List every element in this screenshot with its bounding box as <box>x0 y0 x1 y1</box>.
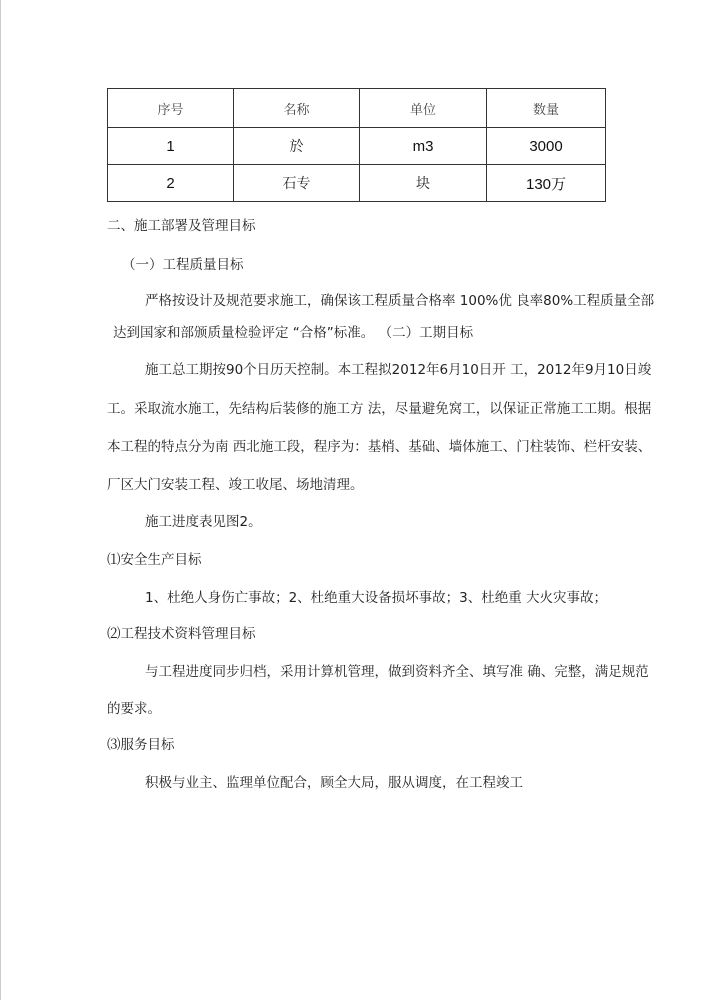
table-cell: 1 <box>108 128 234 165</box>
table-cell: 2 <box>108 165 234 202</box>
paragraph-line: 施工进度表见图2。 <box>145 514 262 530</box>
subsection-heading: （一）工程质量目标 <box>122 257 244 273</box>
paragraph-line: 积极与业主、监理单位配合，顾全大局，服从调度，在工程竣工 <box>145 775 523 791</box>
table-cell: 3000 <box>487 128 606 165</box>
header-cell: 名称 <box>234 89 360 128</box>
header-cell: 单位 <box>360 89 487 128</box>
paragraph-line: 厂区大门安装工程、竣工收尾、场地清理。 <box>107 477 364 493</box>
paragraph-line: 严格按设计及规范要求施工，确保该工程质量合格率 100%优 良率80%工程质量全部 <box>145 293 655 309</box>
paragraph-line: 的要求。 <box>107 701 161 717</box>
paragraph-line: 与工程进度同步归档，采用计算机管理，做到资料齐全、填写准 确、完整，满足规范 <box>145 664 649 680</box>
table-cell: 130万 <box>487 165 606 202</box>
subsection-heading: ⑶服务目标 <box>107 737 175 753</box>
subsection-heading: ⑵工程技术资料管理目标 <box>107 626 256 642</box>
subsection-heading: ⑴安全生产目标 <box>107 552 202 568</box>
materials-table <box>107 88 606 202</box>
section-heading: 二、施工部署及管理目标 <box>107 218 256 234</box>
paragraph-line: 本工程的特点分为南 西北施工段，程序为：基梢、基础、墙体施工、门柱装饰、栏杆安装、 <box>107 439 652 455</box>
paragraph-line: 达到国家和部颁质量检验评定 “合格”标准。 （二）工期目标 <box>113 325 474 341</box>
paragraph-line: 施工总工期按90个日历天控制。本工程拟2012年6月10日开 工，2012年9月10日竣 <box>145 362 652 378</box>
paragraph-line: 工。采取流水施工，先结构后装修的施工方 法，尽量避免窝工，以保证正常施工工期。根据 <box>107 401 652 417</box>
page-edge <box>0 0 1 1000</box>
table-header-row <box>108 89 606 128</box>
header-cell: 序号 <box>108 89 234 128</box>
table-row <box>108 128 606 165</box>
table-cell: m3 <box>360 128 487 165</box>
paragraph-line: 1、杜绝人身伤亡事故；2、杜绝重大设备损坏事故；3、杜绝重 大火灾事故； <box>145 590 608 606</box>
table-row <box>108 165 606 202</box>
table-cell: 石专 <box>234 165 360 202</box>
table-cell: 於 <box>234 128 360 165</box>
table-cell: 块 <box>360 165 487 202</box>
header-cell: 数量 <box>487 89 606 128</box>
